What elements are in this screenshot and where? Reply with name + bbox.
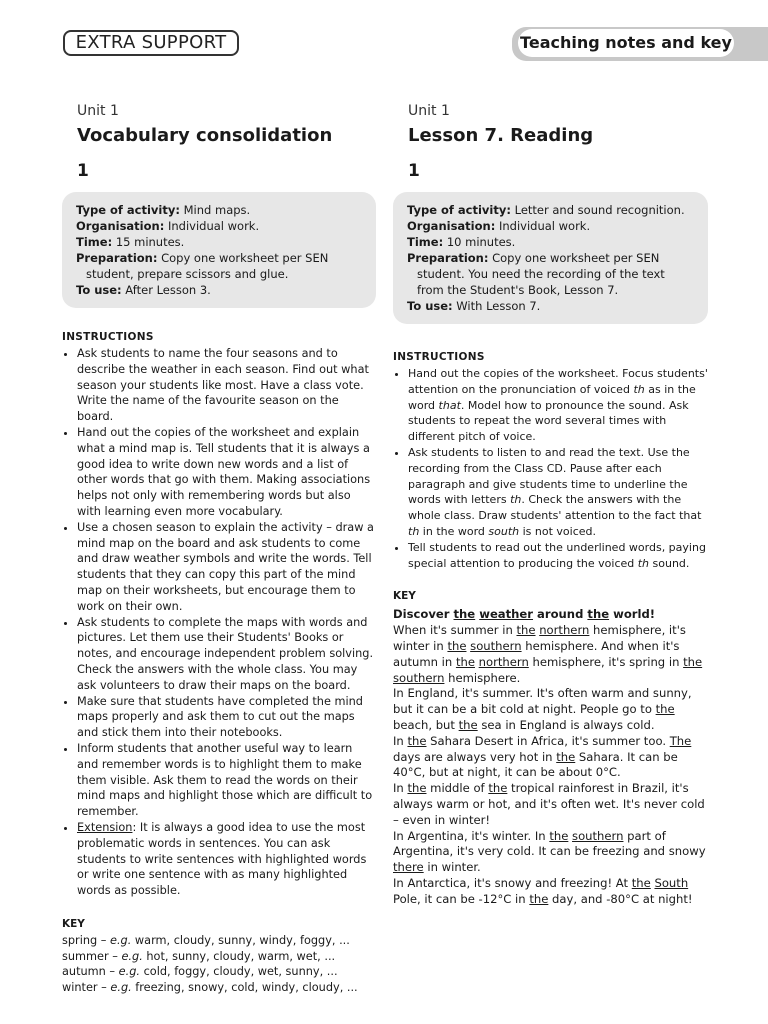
text-run: the [453,607,476,622]
text-run: When it's summer in [393,623,517,638]
text-run: sound. [649,556,690,570]
left-instructions-list [62,346,376,899]
left-section-title: Vocabulary consolidation [77,125,333,146]
text-run: that [438,398,461,412]
key-words: freezing, snowy, cold, windy, cloudy, ... [131,981,358,995]
list-item: • Hand out the copies of the worksheet and explain what a mind map is. Tell students that it is always a good idea to write down new words and a list of other words that go with them. Making associations helps not only with remembering words but also with learning even more vocabulary. [77,425,376,520]
text-run: part of Argentina, it's very cold. It can be freezing and snowy [393,828,706,859]
text-run: th [510,493,522,507]
text-run: th [637,556,650,570]
story-paragraph [393,876,708,908]
text-run: hemisphere, it's spring in [528,654,684,669]
key-words: warm, cloudy, sunny, windy, foggy, ... [131,933,350,947]
left-column [62,100,376,996]
story-paragraph [393,781,708,828]
use-label: To use: [76,283,122,297]
text-run: the [529,891,549,906]
text-run: In Antarctica, it's snowy and freezing! At [393,875,632,890]
use-value: After Lesson 3. [121,283,211,297]
text-run: In Argentina, it's winter. In [393,828,550,843]
text-run: In [393,781,408,796]
text-run: southern [393,670,445,685]
right-instructions-list [393,366,708,571]
text-run: the [631,875,651,890]
text-run: the [683,654,703,669]
key-eg: e.g. [121,949,143,963]
org-label: Organisation: [407,219,496,233]
text-run: there [393,860,424,875]
text-run: Ask students to listen to and read the text. Use the recording from the Class CD. Pause after each paragraph and give students time to underline the words with letters [408,445,690,507]
text-run: around [533,607,588,622]
time-label: Time: [76,235,113,249]
text-run: In [393,733,408,748]
type-value: Mind maps. [179,203,251,217]
key-words: cold, foggy, cloudy, wet, sunny, ... [139,965,338,979]
text-run: is not voiced. [519,524,597,538]
org-value: Individual work. [495,219,591,233]
left-key-list [62,933,376,996]
right-info-box [393,192,708,324]
right-section-title: Lesson 7. Reading [408,125,594,146]
text-run: the [655,702,675,717]
list-item: • Ask students to name the four seasons and to describe the weather in each season. Find out what season your students like most. Have a class vote. Write the name of the favourite season on the board. [77,346,376,425]
text-run: . Model how to pronounce the sound. Ask students to repeat the word several times with different pitch of voice. [408,398,689,444]
text-run: Hand out the copies of the worksheet. Focus students' attention on the pronunciation of voiced [408,367,708,396]
text-run: hemisphere. And when it's autumn in [393,638,680,669]
prep-label: Preparation: [76,251,158,265]
right-column [393,100,708,908]
text-run: In England, it's summer. It's often warm and sunny, but it can be a bit cold at night. People go to [393,686,692,717]
text-run: world! [609,607,656,622]
key-season: summer – [62,949,122,963]
text-run: tropical rainforest in Brazil, it's always warm or hot, and it's often wet. It's never cold – even in winter! [393,781,705,827]
text-run: southern [572,828,624,843]
text-run: hemisphere, it's winter in [393,623,686,653]
list-item [408,445,708,540]
left-key-heading: KEY [62,917,85,930]
key-eg: e.g. [118,965,140,979]
text-run: days are always very hot in [393,749,557,764]
story-paragraph [393,734,708,781]
text-run: northern [478,654,529,669]
right-instructions-heading: INSTRUCTIONS [393,351,485,363]
text-run: Tell students to read out the underlined words, paying special attention to producing the voiced [408,540,706,570]
text-run: in winter. [423,860,481,875]
left-instructions-heading: INSTRUCTIONS [62,331,154,343]
org-label: Organisation: [76,219,165,233]
extension-text: : It is always a good idea to use the most problematic words in sentences. You can ask students to write sentences with highlighted words or write one sentence with as many highlighted words as possible. [77,820,367,898]
key-line [62,964,376,980]
text-run: th [633,382,645,396]
key-season: spring – [62,933,111,947]
use-value: With Lesson 7. [452,299,541,313]
type-label: Type of activity: [407,203,511,217]
prep-value-cont: from the Student's Book, Lesson 7. [417,283,619,297]
text-run: the [407,733,427,748]
text-run: the [516,623,536,638]
key-eg: e.g. [110,933,132,947]
use-label: To use: [407,299,453,313]
text-run: beach, but [393,717,459,732]
text-run: the [455,654,475,669]
text-run: Discover [393,607,454,622]
text-run: the [488,781,508,796]
right-activity-number: 1 [408,161,420,181]
story-paragraph [393,829,708,876]
text-run: . Check the answers with the whole class. Draw students' attention to the fact that [408,493,702,523]
text-run: Sahara Desert in Africa, it's summer too. [426,733,670,748]
list-item [408,366,708,445]
text-run: as in the word [408,382,696,412]
key-line [62,949,376,965]
text-run: the [447,638,467,653]
list-item: • Make sure that students have completed the mind maps properly and ask them to cut out the maps and stick them into their notebooks. [77,694,376,741]
key-season: winter – [62,981,111,995]
text-run: in the word [419,524,489,538]
text-run: northern [539,623,590,638]
left-unit-label: Unit 1 [77,103,119,119]
extra-support-badge: EXTRA SUPPORT [63,30,239,56]
left-activity-number: 1 [77,161,89,181]
list-item: • Use a chosen season to explain the activity – draw a mind map on the board and ask students to come and draw weather symbols and write the words. Tell students that they can copy this part of the mind map on their worksheets, but encourage them to work on their own. [77,520,376,615]
left-info-box [62,192,376,308]
prep-value-cont: student. You need the recording of the text [417,267,665,281]
time-value: 15 minutes. [112,235,185,249]
text-run: Sahara. It can be 40°C, but at night, it can be about 0°C. [393,749,678,780]
prep-value-cont: student, prepare scissors and glue. [86,267,289,281]
text-run: the [556,749,576,764]
text-run: the [407,781,427,796]
prep-value: Copy one worksheet per SEN [488,251,660,265]
text-run: middle of [426,781,489,796]
story-paragraph [393,623,708,686]
key-story [393,607,708,907]
key-season: autumn – [62,965,119,979]
teaching-notes-tab: Teaching notes and key [518,29,734,57]
text-run: the [587,607,610,622]
list-item: • Inform students that another useful way to learn and remember words is to highlight them to make them visible. Ask them to read the words on their mind maps and highlight those which are difficult to remember. [77,741,376,820]
text-run: th [408,524,420,538]
text-run: The [669,733,692,748]
text-run: South [654,875,689,890]
text-run: hemisphere. [444,670,521,685]
key-line [62,933,376,949]
text-run: day, and -80°C at night! [548,891,693,906]
prep-label: Preparation: [407,251,489,265]
text-run: sea in England is always cold. [477,717,655,732]
org-value: Individual work. [164,219,260,233]
text-run: the [549,828,569,843]
prep-value: Copy one worksheet per SEN [157,251,329,265]
right-key-heading: KEY [393,590,416,603]
text-run: south [488,524,520,538]
list-item: • Ask students to complete the maps with words and pictures. Let them use their Students' Books or notes, and encourage independent problem solving. Check the answers with the whole class. You may ask volunteers to draw their maps on the board. [77,615,376,694]
type-label: Type of activity: [76,203,180,217]
text-run: southern [470,638,522,653]
header-bar [734,29,768,57]
list-item [77,820,376,899]
text-run: Pole, it can be -12°C in [393,891,530,906]
key-words: hot, sunny, cloudy, warm, wet, ... [142,949,336,963]
text-run: weather [479,607,534,622]
key-eg: e.g. [110,981,132,995]
story-paragraph [393,686,708,733]
list-item [408,540,708,572]
text-run: the [458,717,478,732]
time-label: Time: [407,235,444,249]
type-value: Letter and sound recognition. [510,203,685,217]
story-title [393,607,708,623]
key-line [62,980,376,996]
right-unit-label: Unit 1 [408,103,450,119]
extension-label: Extension [77,820,133,834]
time-value: 10 minutes. [443,235,516,249]
